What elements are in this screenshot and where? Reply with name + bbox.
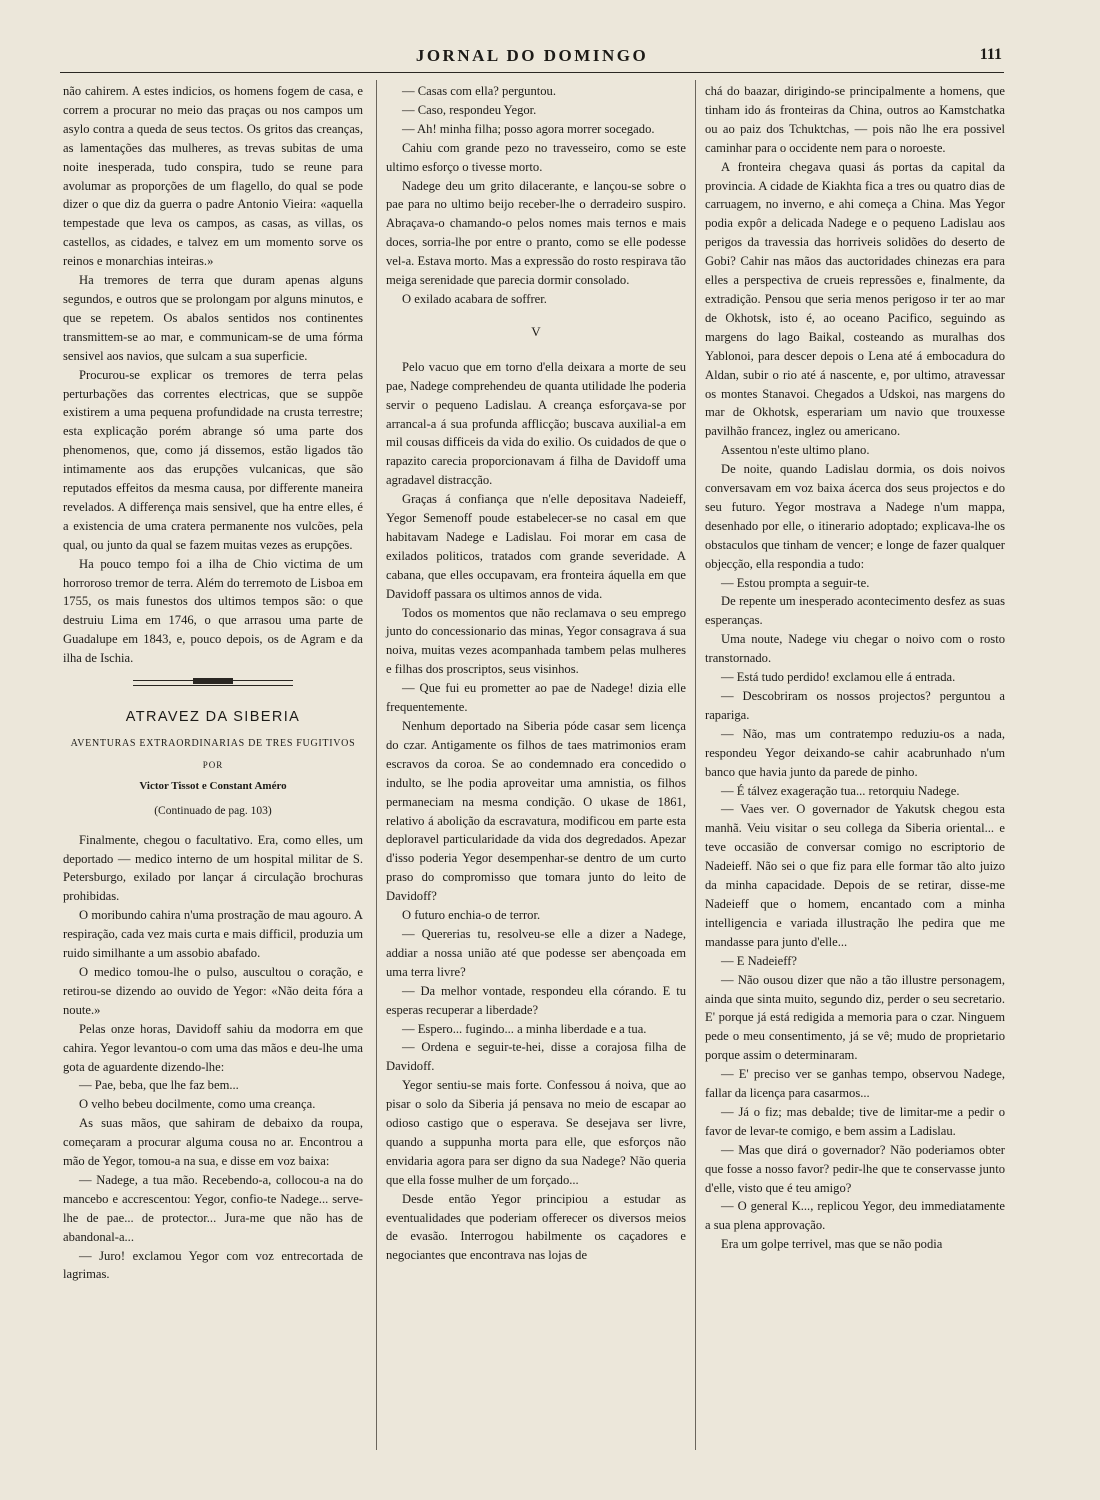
paragraph: — Descobriram os nossos projectos? perguntou a rapariga.: [705, 689, 1005, 722]
article-authors: Victor Tissot e Constant Améro: [139, 779, 287, 792]
paragraph: — Que fui eu prometter ao pae de Nadege! dizia elle frequentemente.: [386, 681, 686, 715]
paragraph: — O general K..., replicou Yegor, deu immediatamente a sua plena approvação.: [705, 1199, 1005, 1233]
paragraph: — Pae, beba, que lhe faz bem...: [79, 1078, 239, 1093]
paragraph: As suas mãos, que sahiram de debaixo da roupa, começaram a procurar alguma cousa no ar. Encontrou a mão de Yegor, tomou-a na sua, e disse em voz baixa:: [63, 1116, 363, 1169]
paragraph: — Ordena e seguir-te-hei, disse a corajosa filha de Davidoff.: [386, 1040, 686, 1074]
paragraph: Cahiu com grande pezo no travesseiro, como se este ultimo esforço o tivesse morto.: [386, 140, 686, 174]
paragraph: — Estou prompta a seguir-te.: [721, 575, 870, 590]
paragraph: Assentou n'este ultimo plano.: [721, 443, 870, 458]
paragraph: O velho bebeu docilmente, como uma creança.: [79, 1097, 316, 1112]
paragraph: — Mas que dirá o governador? Não poderiamos obter que fosse a nosso favor? pedir-lhe que te conservasse junto d'elle, visto que é teu amigo?: [705, 1142, 1005, 1195]
column-3: [705, 82, 1005, 1254]
paragraph: Desde então Yegor principiou a estudar as eventualidades que poderiam offerecer os diversos meios de evasão. Interrogou habilmente os caçadores e negociantes que encontrava nas lojas de: [386, 1191, 686, 1263]
paragraph: O futuro enchia-o de terror.: [402, 908, 541, 923]
paragraph: — Caso, respondeu Yegor.: [402, 102, 537, 117]
paragraph: — Juro! exclamou Yegor com voz entrecortada de lagrimas.: [63, 1248, 363, 1282]
paragraph: De repente um inesperado acontecimento desfez as suas esperanças.: [705, 594, 1005, 628]
paragraph: O exilado acabara de soffrer.: [402, 291, 547, 306]
article-continuation-note: (Continuado de pag. 103): [154, 804, 272, 817]
page-header: [60, 44, 1004, 73]
paragraph: O moribundo cahira n'uma prostração de mau agouro. A respiração, cada vez mais curta e mais difficil, produzia um ruido similhante a um assobio abafado.: [63, 908, 363, 961]
paragraph: A fronteira chegava quasi ás portas da capital da provincia. A cidade de Kiakhta fica a tres ou quatro dias de carruagem, no inverno, e ahi começa a China. Mas Yegor podia expôr a delicada Nadege e o pequeno Ladislau aos perigos da travessia das horriveis solidões do deserto de Gobi? Cahir nas mãos das auctoridades chinezas era para elles a perspectiva de crueis repressões e, finalmente, da extradição. Pensou que seria menos perigoso ir ter ao mar de Okhotsk, isto é, ao oceano Pacifico, seguindo as margens do lago Baikal, costeando as muralhas dos Yablonoi, para descer depois o Lena até á embocadura do Aldan, subir o rio até á nascente, e, por ultimo, atravessar os montes Stanavoi. Chegados a Udskoi, nas margens do mar de Okhotsk, esperariam um navio que trouxesse pavilhão francez, inglez ou americano.: [705, 159, 1005, 439]
article-subtitle: AVENTURAS EXTRAORDINARIAS DE TRES FUGITIVOS: [70, 738, 356, 749]
paragraph: Procurou-se explicar os tremores de terra pelas perturbações das correntes electricas, que se suppõe existirem a uma pequena profundidade na crusta terrestre; esta explicação porém abrange só uma parte dos phenomenos, que, como já dissemos, estão ligados tão intimamente aos das erupções vulcanicas, que são reputados effeitos da mesma causa, por differente maneira revelados. A differença mais sensivel, que ha entre elles, é a existencia de uma cratera permanente nos vulcões, pela qual, ou junto da qual se fazem muitas vezes as erupções.: [63, 367, 363, 552]
paragraph: Nadege deu um grito dilacerante, e lançou-se sobre o pae para no ultimo beijo receber-lhe o derradeiro suspiro. Abraçava-o chamando-o pelos nomes mais ternos e mais doces, sorria-lhe por entre o pranto, como se elle podesse vel-a. Estava morto. Mas a expressão do rosto respirava tão meiga serenidade que parecia dormir consolado.: [386, 178, 686, 288]
paragraph: Graças á confiança que n'elle depositava Nadeieff, Yegor Semenoff poude estabelecer-se no casal em que habitavam Nadege e Ladislau. Foi morar em casa de exilados politicos, tratados com grande severidade. A cabana, que elles occupavam, era fronteira áquella em que Davidoff passara os ultimos annos de vida.: [386, 492, 686, 601]
paragraph: Ha tremores de terra que duram apenas alguns segundos, e outros que se prolongam por alguns minutos, e que se repetem. Os abalos sentidos nos continentes transmittem-se ao mar, e communicam-se de uma fórma sensivel aos navios, que sulcam a sua superficie.: [63, 273, 363, 363]
paragraph: Yegor sentiu-se mais forte. Confessou á noiva, que ao pisar o solo da Siberia já pensava no meio de escapar ao odioso castigo que o esperava. Se desejava ser livre, quando a suppunha morta para elle, que esforços não envidaria agora para ser digno da sua Nadege? Não queria que ella fosse mulher de um forçado...: [386, 1078, 686, 1187]
paragraph: Ha pouco tempo foi a ilha de Chio victima de um horroroso tremor de terra. Além do terremoto de Lisboa em 1755, os mais funestos dos ultimos tempos são: o que destruiu Lima em 1746, o que arrasou uma parte de Guadalupe em 1843, e, pouco depois, os de Agram e da ilha de Ischia.: [63, 556, 363, 666]
paragraph: — Quererias tu, resolveu-se elle a dizer a Nadege, addiar a nossa união até que podesse ser abençoada em uma terra livre?: [386, 926, 686, 979]
column-rule-left: [376, 80, 377, 1450]
paragraph: Era um golpe terrivel, mas que se não podia: [721, 1237, 943, 1252]
paragraph: não cahirem. A estes indicios, os homens fogem de casa, e correm a procurar no meio das praças ou nos campos um asylo contra a queda de seus tectos. Os gritos das creanças, as lamentações das mulheres, as trevas subitas de uma noite inesperada, tudo conspira, tudo se reune para avolumar as proporções de um flagello, do qual se pode dizer o que diz da guerra o padre Antonio Vieira: «aquella tempestade que leva os campos, as casas, as villas, os castellos, as cidades, e talvez em um momento sorve os reinos e monarchias inteiras.»: [63, 84, 363, 269]
paragraph: — Já o fiz; mas debalde; tive de limitar-me a pedir o favor de levar-te comigo, e bem assim a Ladislau.: [705, 1104, 1005, 1138]
column-rule-right: [695, 80, 696, 1450]
article-por: POR: [202, 759, 224, 770]
paragraph: chá do baazar, dirigindo-se principalmente a homens, que tinham ido ás fronteiras da China, outros ao Kamstchatka ou ao paiz dos Tchuktchas, — pois não lhe era possivel caminhar para o occidente nem para o noroeste.: [705, 84, 1005, 155]
chapter-number: V: [531, 323, 541, 339]
journal-title: JORNAL DO DOMINGO: [415, 46, 649, 65]
column-2: [386, 82, 686, 1265]
paragraph: O medico tomou-lhe o pulso, auscultou o coração, e retirou-se dizendo ao ouvido de Yegor: «Não deita fóra a noute.»: [63, 964, 363, 1017]
paragraph: — Não, mas um contratempo reduziu-os a nada, respondeu Yegor deixando-se cahir acabrunhado n'um banco que havia junto da parede de pinho.: [705, 726, 1005, 779]
page-number: 111: [979, 46, 1002, 63]
paragraph: Pelas onze horas, Davidoff sahiu da modorra em que cahira. Yegor levantou-o com uma das mãos e deu-lhe uma gota de aguardente dizendo-lhe:: [63, 1021, 363, 1074]
paragraph: — Da melhor vontade, respondeu ella córando. E tu esperas recuperar a liberdade?: [386, 983, 686, 1017]
paragraph: — Nadege, a tua mão. Recebendo-a, collocou-a na do mancebo e accrescentou: Yegor, confio-te Nadege... serve-lhe de pae... de protector... Jura-me que não has de abandonal-a...: [63, 1172, 363, 1244]
paragraph: — Casas com ella? perguntou.: [402, 84, 557, 98]
paragraph: Finalmente, chegou o facultativo. Era, como elles, um deportado — medico interno de um hospital militar de S. Petersburgo, exilado por lançar á circulação brochuras prohibidas.: [63, 832, 363, 904]
paragraph: — E Nadeieff?: [721, 953, 797, 968]
paragraph: Todos os momentos que não reclamava o seu emprego junto do concessionario das minas, Yegor consagrava á sua noiva, muitas vezes acompanhada tambem pelas mulheres e filhas dos proscriptos, seus visinhos.: [386, 605, 686, 677]
paragraph: — E' preciso ver se ganhas tempo, observou Nadege, fallar da licença para casarmos...: [705, 1067, 1005, 1101]
paragraph: De noite, quando Ladislau dormia, os dois noivos conversavam em voz baixa ácerca dos seus projectos e do seu futuro. Yegor mostrava a Nadege n'um mappa, desenhado por elle, o itinerario adoptado; explicava-lhe os obstaculos que tinham de vencer; e longe de fazer qualquer objecção, ella respondia a tudo:: [705, 462, 1005, 571]
paragraph: — É tálvez exageração tua... retorquiu Nadege.: [721, 783, 960, 798]
paragraph: — Não ousou dizer que não a tão illustre personagem, ainda que sinta muito, segundo diz, perder o seu secretario. E' porque já está redigida a memoria para o czar. Ninguem pede o meu consentimento, já se vê; mudo de proprietario porque assim o determinaram.: [705, 972, 1005, 1063]
paragraph: — Espero... fugindo... a minha liberdade e a tua.: [402, 1021, 647, 1036]
paragraph: Pelo vacuo que em torno d'ella deixara a morte de seu pae, Nadege comprehendeu de quanta utilidade lhe poderia servir o pequeno Ladislau. A creança esforçava-se por arrancal-a á sua profunda afflicção; buscava auxilial-a em mil cousas difficeis da vida do exilio. Os cuidados de que o rapazito carecia proporcionavam á filha de Davidoff uma agradavel distracção.: [386, 359, 686, 488]
paragraph: — Está tudo perdido! exclamou elle á entrada.: [721, 670, 956, 685]
section-divider-ornament: [133, 680, 293, 686]
paragraph: Nenhum deportado na Siberia póde casar sem licença do czar. Antigamente os filhos de taes matrimonios eram escravos da coroa. Se ao condemnado era concedido o indulto, se lhe podia aproveitar uma amnistia, os filhos permaneciam na mesma condição. O ukase de 1861, relativo á abolição da escravatura, modificou em parte esta deploravel particularidade da vida dos degredados. Apezar d'isso poderia Yegor desempenhar-se dentro de um curto praso do compromisso que tomara junto do leito de Davidoff?: [386, 719, 686, 904]
paragraph: Uma noute, Nadege viu chegar o noivo com o rosto transtornado.: [705, 632, 1005, 666]
article-title: ATRAVEZ DA SIBERIA: [125, 709, 301, 726]
paragraph: — Ah! minha filha; posso agora morrer socegado.: [402, 121, 655, 136]
column-1: [63, 82, 363, 1284]
paragraph: — Vaes ver. O governador de Yakutsk chegou esta manhã. Veiu visitar o seu collega da Siberia oriental... e teve occasião de conversar comigo no escriptorio de Nadeieff. Não sei o que fiz para elle formar tão alto juizo da minha capacidade. Depois de se retirar, disse-me Nadeieff que o homem, encantado com a minha intelligencia e variada illustração lhe pedira que me mandasse para junto d'elle...: [705, 802, 1005, 949]
